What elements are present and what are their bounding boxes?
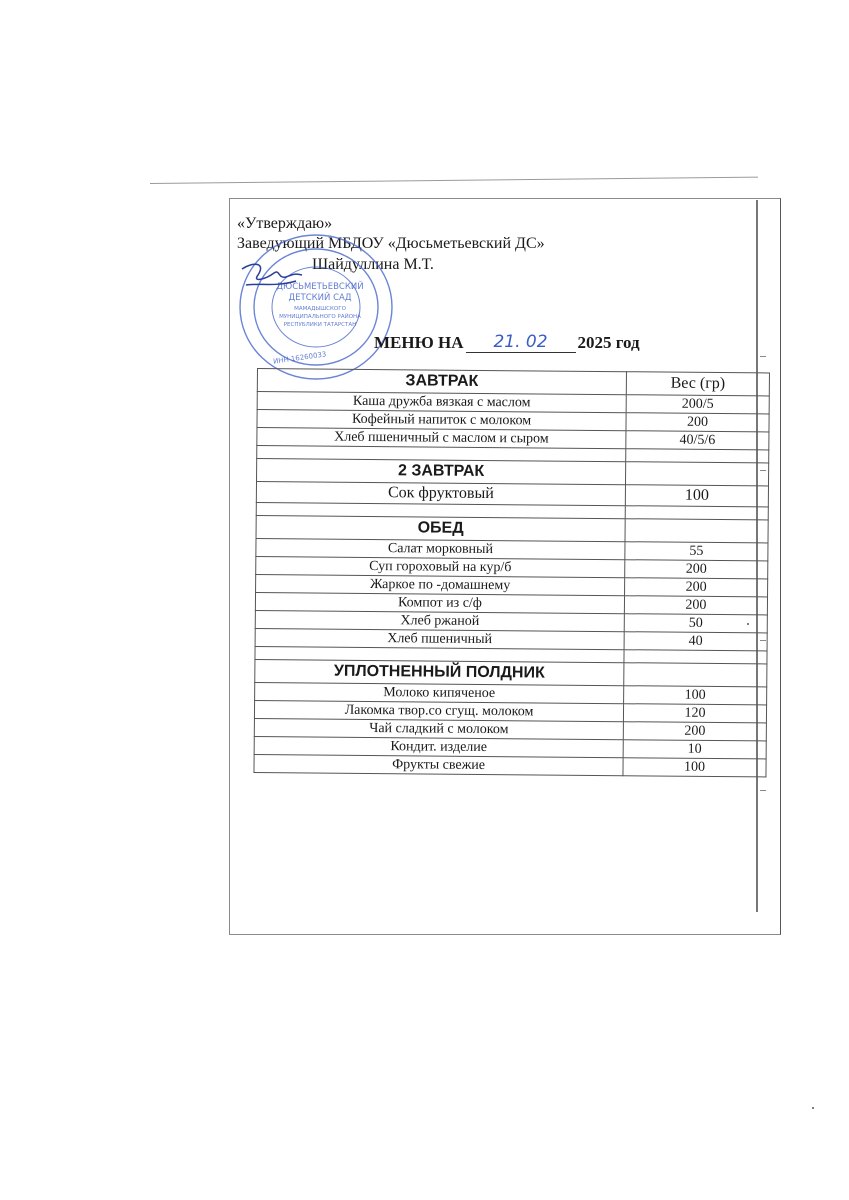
dish-weight: 200/5 bbox=[626, 395, 769, 414]
dish-name: Молоко кипяченое bbox=[255, 682, 624, 703]
dish-weight: 100 bbox=[625, 485, 768, 507]
dish-weight: Вес (гр) bbox=[626, 372, 769, 396]
dish-weight: 200 bbox=[624, 596, 767, 615]
dish-name: Каша дружба вязкая с маслом bbox=[257, 392, 626, 413]
scan-speck bbox=[812, 1107, 814, 1109]
approve-label: «Утверждаю» bbox=[237, 215, 333, 232]
handwritten-signature bbox=[236, 257, 316, 297]
dish-weight: 10 bbox=[623, 740, 766, 759]
dish-name: Суп гороховый на кур/б bbox=[256, 556, 625, 577]
scan-edge-line bbox=[150, 177, 758, 184]
menu-row bbox=[254, 754, 766, 776]
stamp-inn: ИНН 16260033 bbox=[272, 350, 327, 366]
menu-table bbox=[253, 368, 770, 777]
dish-name: Кофейный напиток с молоком bbox=[257, 410, 626, 431]
dish-weight: 120 bbox=[623, 704, 766, 723]
menu-title-suffix: 2025 год bbox=[577, 333, 640, 352]
dish-name: Жаркое по -домашнему bbox=[256, 574, 625, 595]
dish-weight: 100 bbox=[624, 686, 767, 705]
menu-date: 21. 02 bbox=[466, 332, 576, 353]
section-title: 2 ЗАВТРАК bbox=[257, 459, 626, 485]
dish-name: Фрукты свежие bbox=[254, 754, 623, 775]
stamp-text-mid: ДЕТСКИЙ САД bbox=[288, 293, 352, 303]
section-title: УПЛОТНЕННЫЙ ПОЛДНИК bbox=[255, 659, 624, 685]
dish-weight: 200 bbox=[623, 722, 766, 741]
dish-name: Сок фруктовый bbox=[256, 482, 625, 506]
dish-name: Хлеб ржаной bbox=[255, 610, 624, 631]
dish-name: Кондит. изделие bbox=[254, 736, 623, 757]
dish-name: Компот из с/ф bbox=[255, 592, 624, 613]
dish-weight bbox=[624, 663, 767, 687]
section-title: ЗАВТРАК bbox=[257, 369, 626, 395]
dish-weight bbox=[626, 462, 769, 486]
stamp-text-line3: МАМАДЫШСКОГО bbox=[294, 306, 346, 312]
official-stamp bbox=[236, 232, 396, 382]
edge-tick bbox=[760, 790, 766, 791]
menu-title-prefix: МЕНЮ НА bbox=[374, 333, 464, 352]
dish-weight bbox=[626, 449, 769, 463]
scan-speck bbox=[747, 623, 749, 625]
director-position: Заведующий МБДОУ «Дюсьметьевский ДС» bbox=[237, 235, 545, 252]
director-name: Шайдуллина М.Т. bbox=[312, 256, 434, 273]
dish-weight: 55 bbox=[625, 542, 768, 561]
dish-name: Хлеб пшеничный bbox=[255, 628, 624, 649]
dish-weight: 200 bbox=[625, 560, 768, 579]
dish-weight: 40 bbox=[624, 632, 767, 651]
menu-title bbox=[374, 332, 640, 353]
dish-weight: 100 bbox=[623, 758, 766, 777]
section-title: ОБЕД bbox=[256, 515, 625, 541]
dish-name: Хлеб пшеничный с маслом и сыром bbox=[257, 428, 626, 449]
dish-weight: 200 bbox=[625, 578, 768, 597]
dish-name: Лакомка твор.со сгущ. молоком bbox=[254, 700, 623, 721]
edge-tick bbox=[760, 640, 766, 641]
dish-weight: 40/5/6 bbox=[626, 431, 769, 450]
dish-weight: 50 bbox=[624, 614, 767, 633]
dish-weight bbox=[625, 519, 768, 543]
stamp-text-line4: МУНИЦИПАЛЬНОГО РАЙОНА bbox=[279, 314, 361, 320]
stamp-text-line5: РЕСПУБЛИКИ ТАТАРСТАН bbox=[283, 322, 357, 328]
dish-name: Салат морковный bbox=[256, 538, 625, 559]
stamp-text-top: ДЮСЬМЕТЬЕВСКИЙ bbox=[276, 282, 364, 292]
edge-tick bbox=[760, 470, 766, 471]
edge-tick bbox=[760, 356, 766, 357]
dish-weight bbox=[625, 506, 768, 520]
dish-name: Чай сладкий с молоком bbox=[254, 718, 623, 739]
dish-weight: 200 bbox=[626, 413, 769, 432]
dish-weight bbox=[624, 650, 767, 664]
